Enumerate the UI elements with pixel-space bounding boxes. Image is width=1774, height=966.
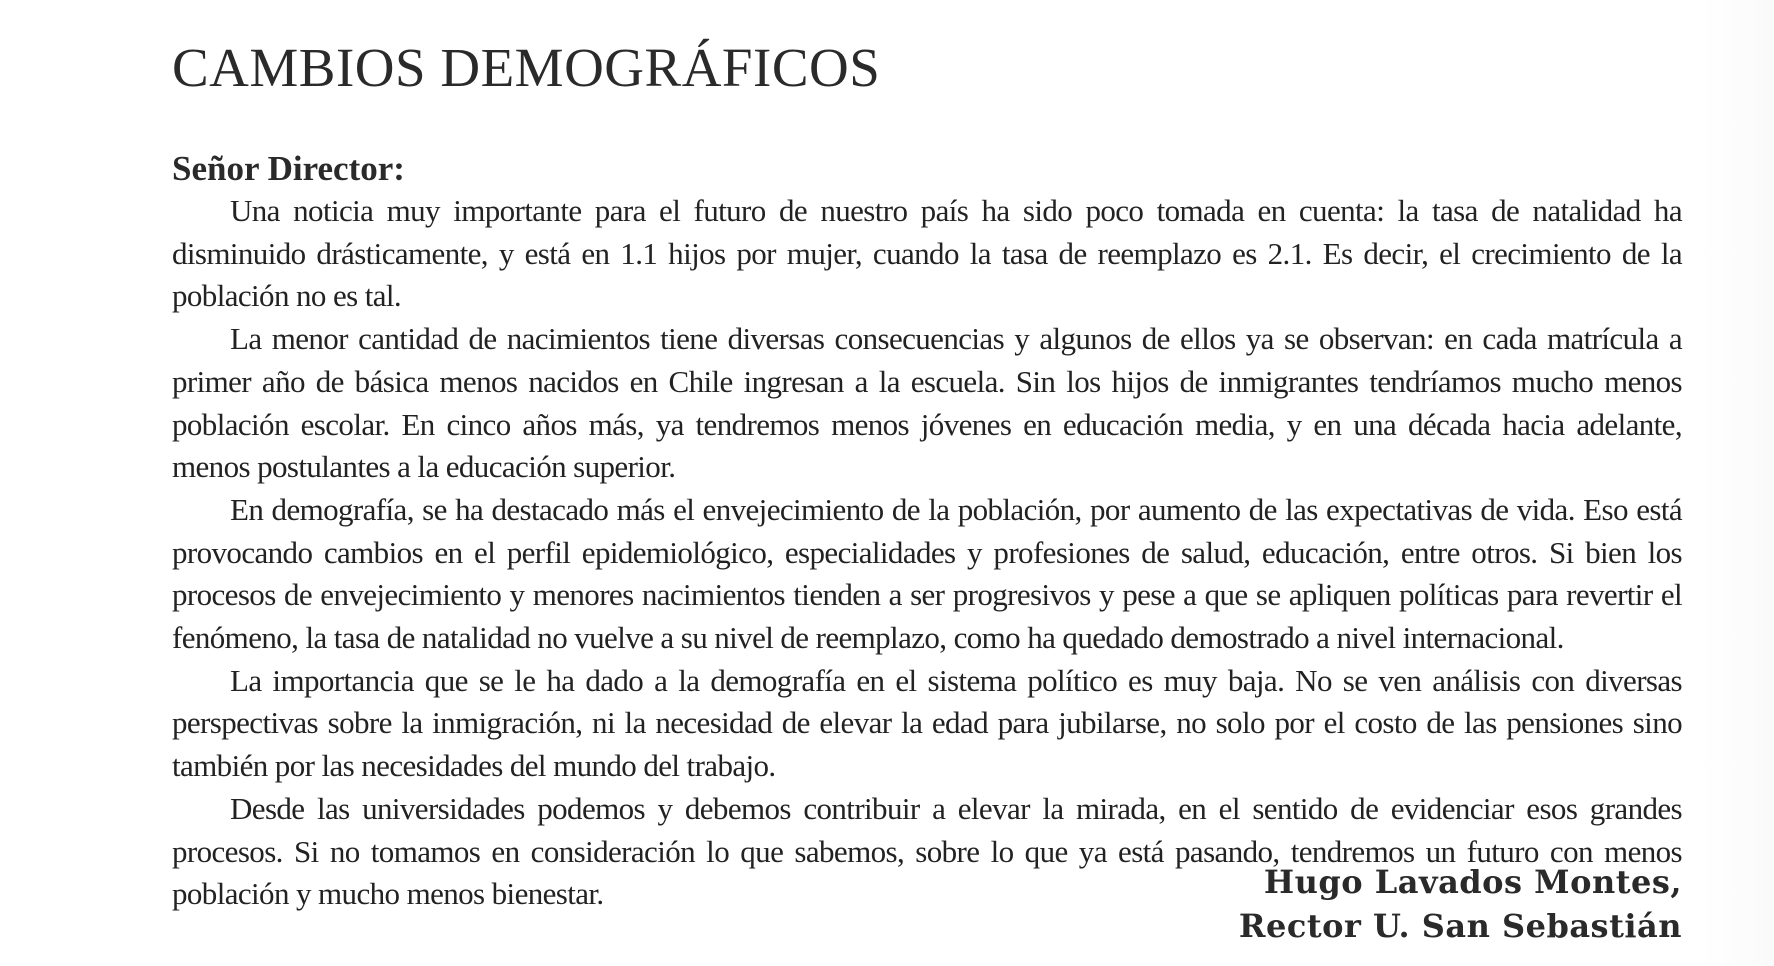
page-edge-shade (1700, 0, 1774, 966)
paragraph: La menor cantidad de nacimientos tiene diversas consecuencias y algunos de ellos ya se observan: en cada matrícula a primer año de básica menos nacidos en Chile ingresan a la escuela. Sin los hijos de inmigrantes tendríamos mucho menos población escolar. En cinco años más, ya tendremos menos jóvenes en educación media, y en una década hacia adelante, menos postulantes a la educación superior. (172, 321, 1682, 485)
letter-article (172, 24, 1682, 916)
salutation: Señor Director: (172, 149, 405, 188)
letter-body (172, 190, 1682, 916)
signature-title: Rector U. San Sebastián (1238, 907, 1682, 945)
paragraph: En demografía, se ha destacado más el envejecimiento de la población, por aumento de las expectativas de vida. Eso está provocando cambios en el perfil epidemiológico, especialidades y profesiones de salud, educación, entre otros. Si bien los procesos de envejecimiento y menores nacimientos tienden a ser progresivos y pese a que se apliquen políticas para revertir el fenómeno, la tasa de natalidad no vuelve a su nivel de reemplazo, como ha quedado demostrado a nivel internacional. (172, 491, 1682, 656)
paragraph: Desde las universidades podemos y debemos contribuir a elevar la mirada, en el sentido de evidenciar esos grandes procesos. Si no tomamos en consideración lo que sabemos, sobre lo que ya está pasando, tendremos un futuro con menos población y mucho menos bienestar. (172, 790, 1682, 912)
paragraph: La importancia que se le ha dado a la demografía en el sistema político es muy baja. No se ven análisis con diversas perspectivas sobre la inmigración, ni la necesidad de elevar la edad para jubilarse, no solo por el costo de las pensiones sino también por las necesidades del mundo del trabajo. (172, 662, 1682, 784)
signature-name: Hugo Lavados Montes, (1263, 863, 1682, 901)
paragraph: Una noticia muy importante para el futuro de nuestro país ha sido poco tomada en cuenta: la tasa de natalidad ha disminuido drásticamente, y está en 1.1 hijos por mujer, cuando la tasa de reemplazo es 2.1. Es decir, el crecimiento de la población no es tal. (172, 193, 1682, 314)
headline: CAMBIOS DEMOGRÁFICOS (172, 37, 881, 98)
signature-block (1239, 860, 1682, 948)
